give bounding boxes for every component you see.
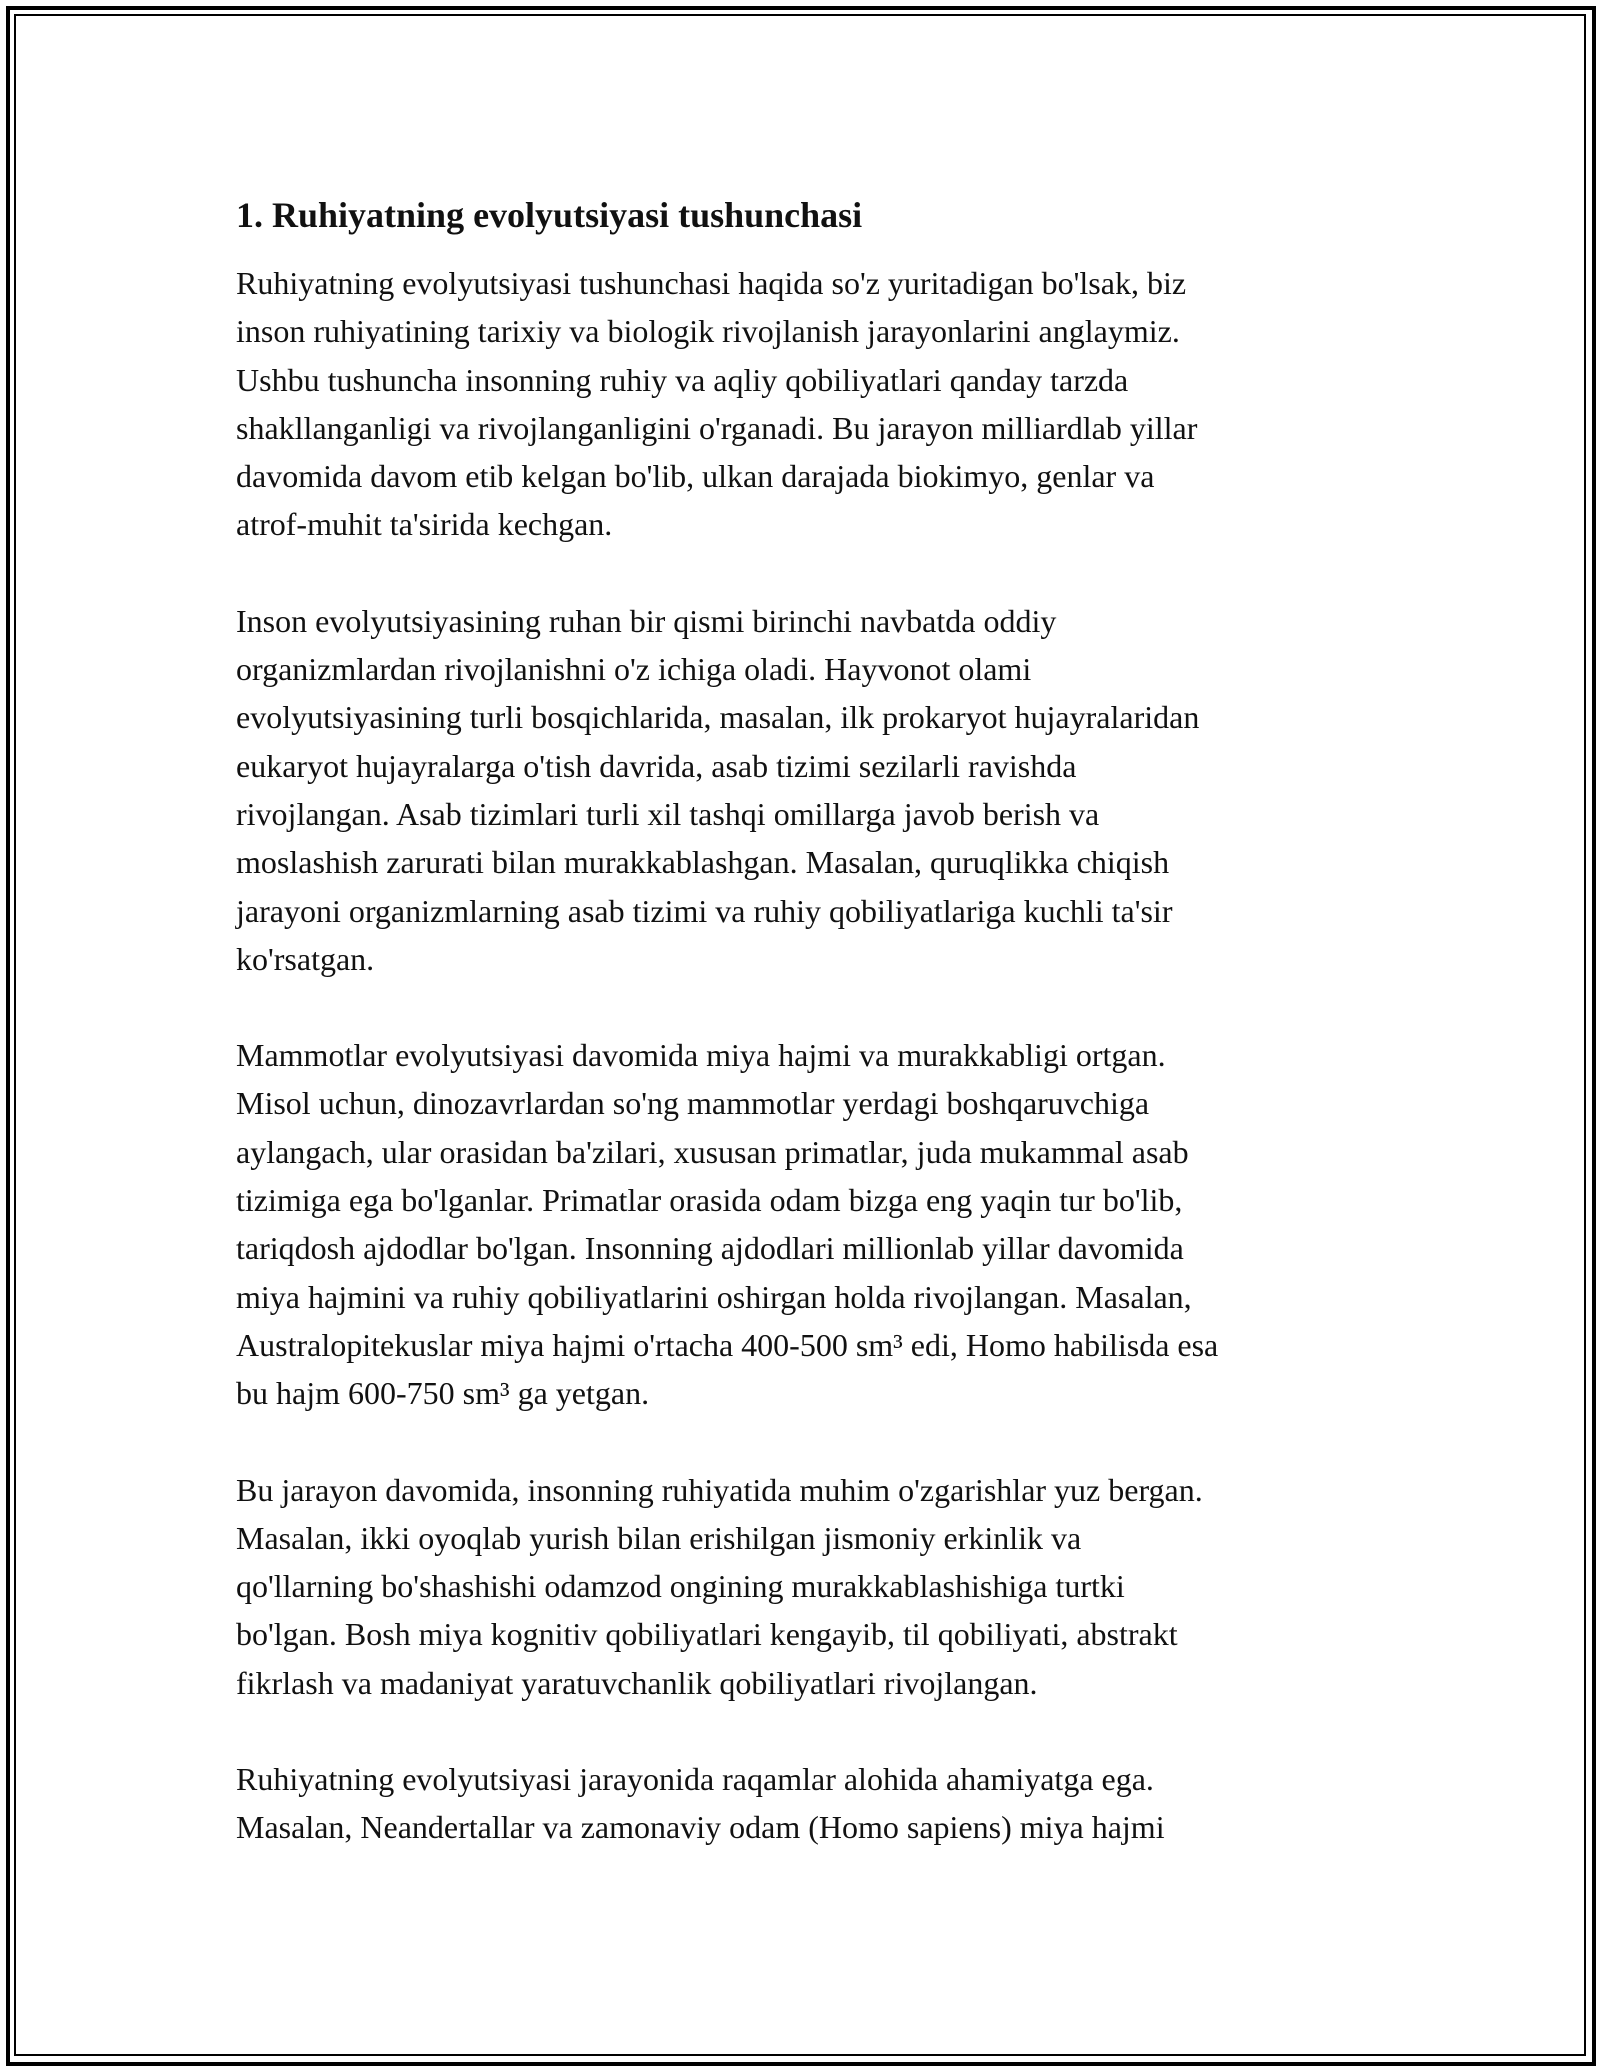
text-line: aylangach, ular orasidan ba'zilari, xususan primatlar, juda mukammal asab bbox=[236, 1133, 1189, 1170]
paragraph-2 bbox=[236, 597, 1376, 983]
text-line: evolyutsiyasining turli bosqichlarida, masalan, ilk prokaryot hujayralaridan bbox=[236, 699, 1200, 736]
text-line: Bu jarayon davomida, insonning ruhiyatida muhim o'zgarishlar yuz bergan. bbox=[236, 1471, 1203, 1508]
paragraph-1 bbox=[236, 259, 1376, 549]
text-line: ko'rsatgan. bbox=[236, 940, 375, 977]
text-line: rivojlangan. Asab tizimlari turli xil tashqi omillarga javob berish va bbox=[236, 795, 1100, 832]
section-heading: 1. Ruhiyatning evolyutsiyasi tushunchasi bbox=[236, 195, 863, 235]
text-line: Ruhiyatning evolyutsiyasi tushunchasi haqida so'z yuritadigan bo'lsak, biz bbox=[236, 265, 1187, 301]
text-line: inson ruhiyatining tarixiy va biologik rivojlanish jarayonlarini anglaymiz. bbox=[236, 313, 1180, 350]
text-line: eukaryot hujayralarga o'tish davrida, asab tizimi sezilarli ravishda bbox=[236, 747, 1077, 784]
text-line: organizmlardan rivojlanishni o'z ichiga oladi. Hayvonot olami bbox=[236, 651, 1032, 688]
text-line: qo'llarning bo'shashishi odamzod ongining murakkablashishiga turtki bbox=[236, 1568, 1125, 1605]
document-body bbox=[236, 188, 1376, 1852]
paragraph-5 bbox=[236, 1755, 1376, 1852]
text-line: miya hajmini va ruhiy qobiliyatlarini oshirgan holda rivojlangan. Masalan, bbox=[236, 1278, 1192, 1315]
text-line: jarayoni organizmlarning asab tizimi va ruhiy qobiliyatlariga kuchli ta'sir bbox=[236, 892, 1173, 929]
text-line: bu hajm 600-750 sm³ ga yetgan. bbox=[236, 1375, 650, 1412]
text-line: shakllanganligi va rivojlanganligini o'rganadi. Bu jarayon milliardlab yillar bbox=[236, 409, 1198, 446]
text-line: atrof-muhit ta'sirida kechgan. bbox=[236, 506, 613, 543]
text-line: Masalan, ikki oyoqlab yurish bilan erishilgan jismoniy erkinlik va bbox=[236, 1519, 1082, 1556]
text-line: tizimiga ega bo'lganlar. Primatlar orasida odam bizga eng yaqin tur bo'lib, bbox=[236, 1182, 1183, 1219]
text-line: Australopitekuslar miya hajmi o'rtacha 400-500 sm³ edi, Homo habilisda esa bbox=[236, 1326, 1219, 1363]
text-line: fikrlash va madaniyat yaratuvchanlik qobiliyatlari rivojlangan. bbox=[236, 1664, 1038, 1701]
text-line: Mammotlar evolyutsiyasi davomida miya hajmi va murakkabligi ortgan. bbox=[236, 1037, 1166, 1074]
paragraph-4 bbox=[236, 1466, 1376, 1707]
text-line: Ushbu tushuncha insonning ruhiy va aqliy qobiliyatlari qanday tarzda bbox=[236, 361, 1129, 398]
paragraph-3 bbox=[236, 1031, 1376, 1417]
text-line: bo'lgan. Bosh miya kognitiv qobiliyatlari kengayib, til qobiliyati, abstrakt bbox=[236, 1616, 1178, 1653]
text-line: Inson evolyutsiyasining ruhan bir qismi birinchi navbatda oddiy bbox=[236, 602, 1057, 639]
text-line: Misol uchun, dinozavrlardan so'ng mammotlar yerdagi boshqaruvchiga bbox=[236, 1085, 1150, 1122]
text-line: Masalan, Neandertallar va zamonaviy odam (Homo sapiens) miya hajmi bbox=[236, 1809, 1165, 1846]
text-line: davomida davom etib kelgan bo'lib, ulkan darajada biokimyo, genlar va bbox=[236, 458, 1155, 495]
text-line: Ruhiyatning evolyutsiyasi jarayonida raqamlar alohida ahamiyatga ega. bbox=[236, 1761, 1154, 1798]
text-line: tariqdosh ajdodlar bo'lgan. Insonning ajdodlari millionlab yillar davomida bbox=[236, 1230, 1184, 1267]
text-line: moslashish zarurati bilan murakkablashgan. Masalan, quruqlikka chiqish bbox=[236, 844, 1170, 881]
